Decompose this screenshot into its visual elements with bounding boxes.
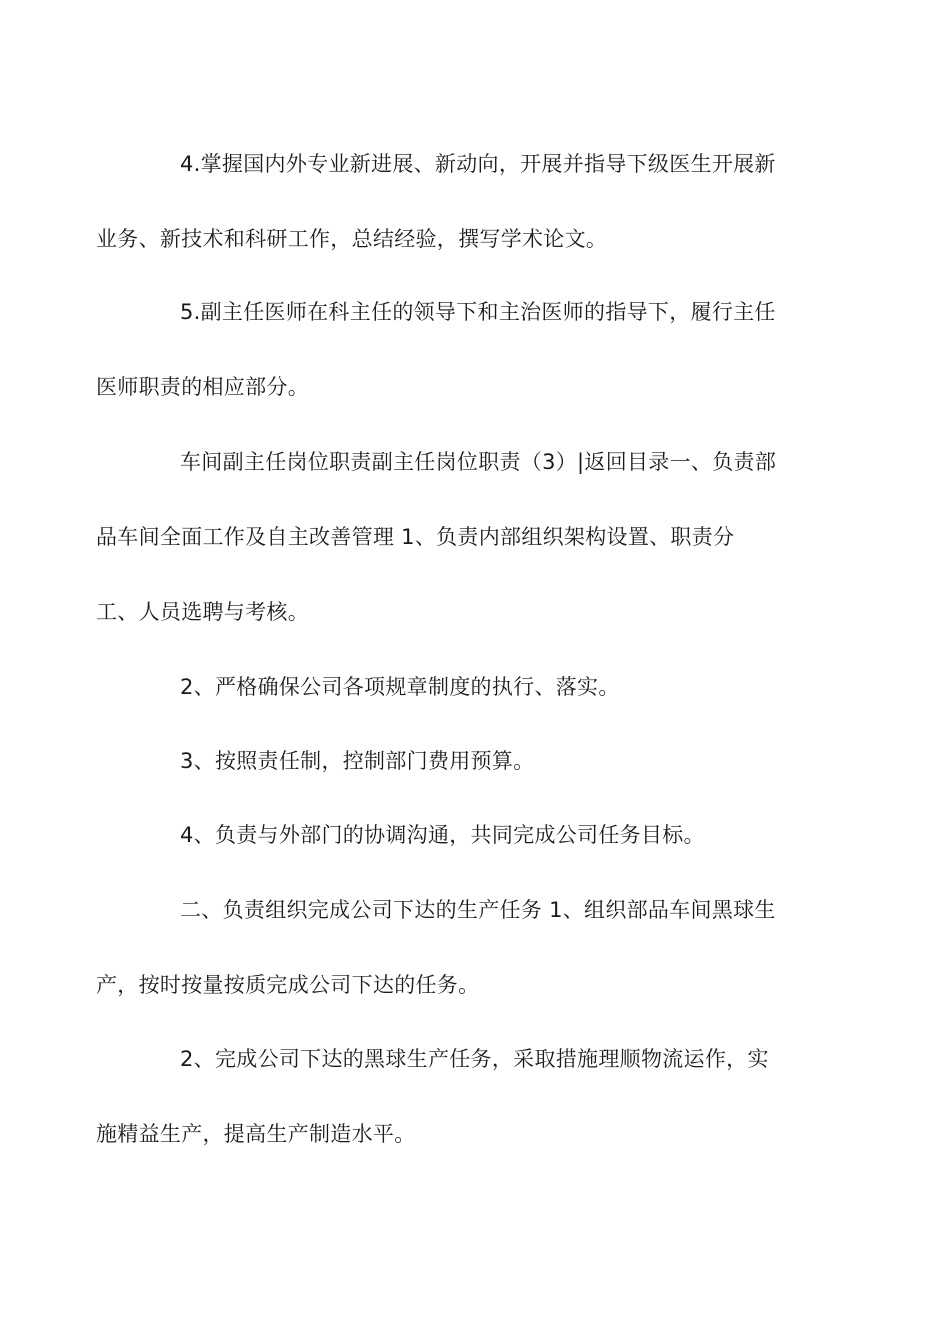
paragraph-line: 车间副主任岗位职责副主任岗位职责（3）|返回目录一、负责部 [180, 450, 777, 474]
paragraph-item-5 [96, 275, 810, 425]
paragraph-line: 5.副主任医师在科主任的领导下和主治医师的指导下，履行主任 [180, 300, 776, 324]
paragraph-line: 品车间全面工作及自主改善管理 1、负责内部组织架构设置、职责分 [96, 525, 735, 549]
paragraph-rules-compliance [138, 650, 810, 725]
paragraph-budget-control [138, 724, 810, 799]
paragraph-line: 产，按时按量按质完成公司下达的任务。 [96, 973, 480, 997]
paragraph-line: 4.掌握国内外专业新进展、新动向，开展并指导下级医生开展新 [180, 152, 776, 176]
paragraph-line: 工、人员选聘与考核。 [96, 600, 309, 624]
paragraph-workshop-deputy-duties [96, 425, 810, 650]
paragraph-coordination [138, 798, 810, 873]
paragraph-production-tasks [96, 873, 810, 1023]
paragraph-line: 业务、新技术和科研工作，总结经验，撰写学术论文。 [96, 227, 608, 251]
paragraph-line: 3、按照责任制，控制部门费用预算。 [180, 749, 535, 773]
paragraph-item-4 [96, 127, 810, 277]
paragraph-line: 2、严格确保公司各项规章制度的执行、落实。 [180, 675, 620, 699]
paragraph-line: 4、负责与外部门的协调沟通，共同完成公司任务目标。 [180, 823, 705, 847]
paragraph-lean-production [96, 1022, 810, 1172]
paragraph-line: 施精益生产，提高生产制造水平。 [96, 1122, 416, 1146]
paragraph-line: 二、负责组织完成公司下达的生产任务 1、组织部品车间黑球生 [180, 898, 776, 922]
paragraph-line: 2、完成公司下达的黑球生产任务，采取措施理顺物流运作，实 [180, 1047, 769, 1071]
paragraph-line: 医师职责的相应部分。 [96, 375, 309, 399]
